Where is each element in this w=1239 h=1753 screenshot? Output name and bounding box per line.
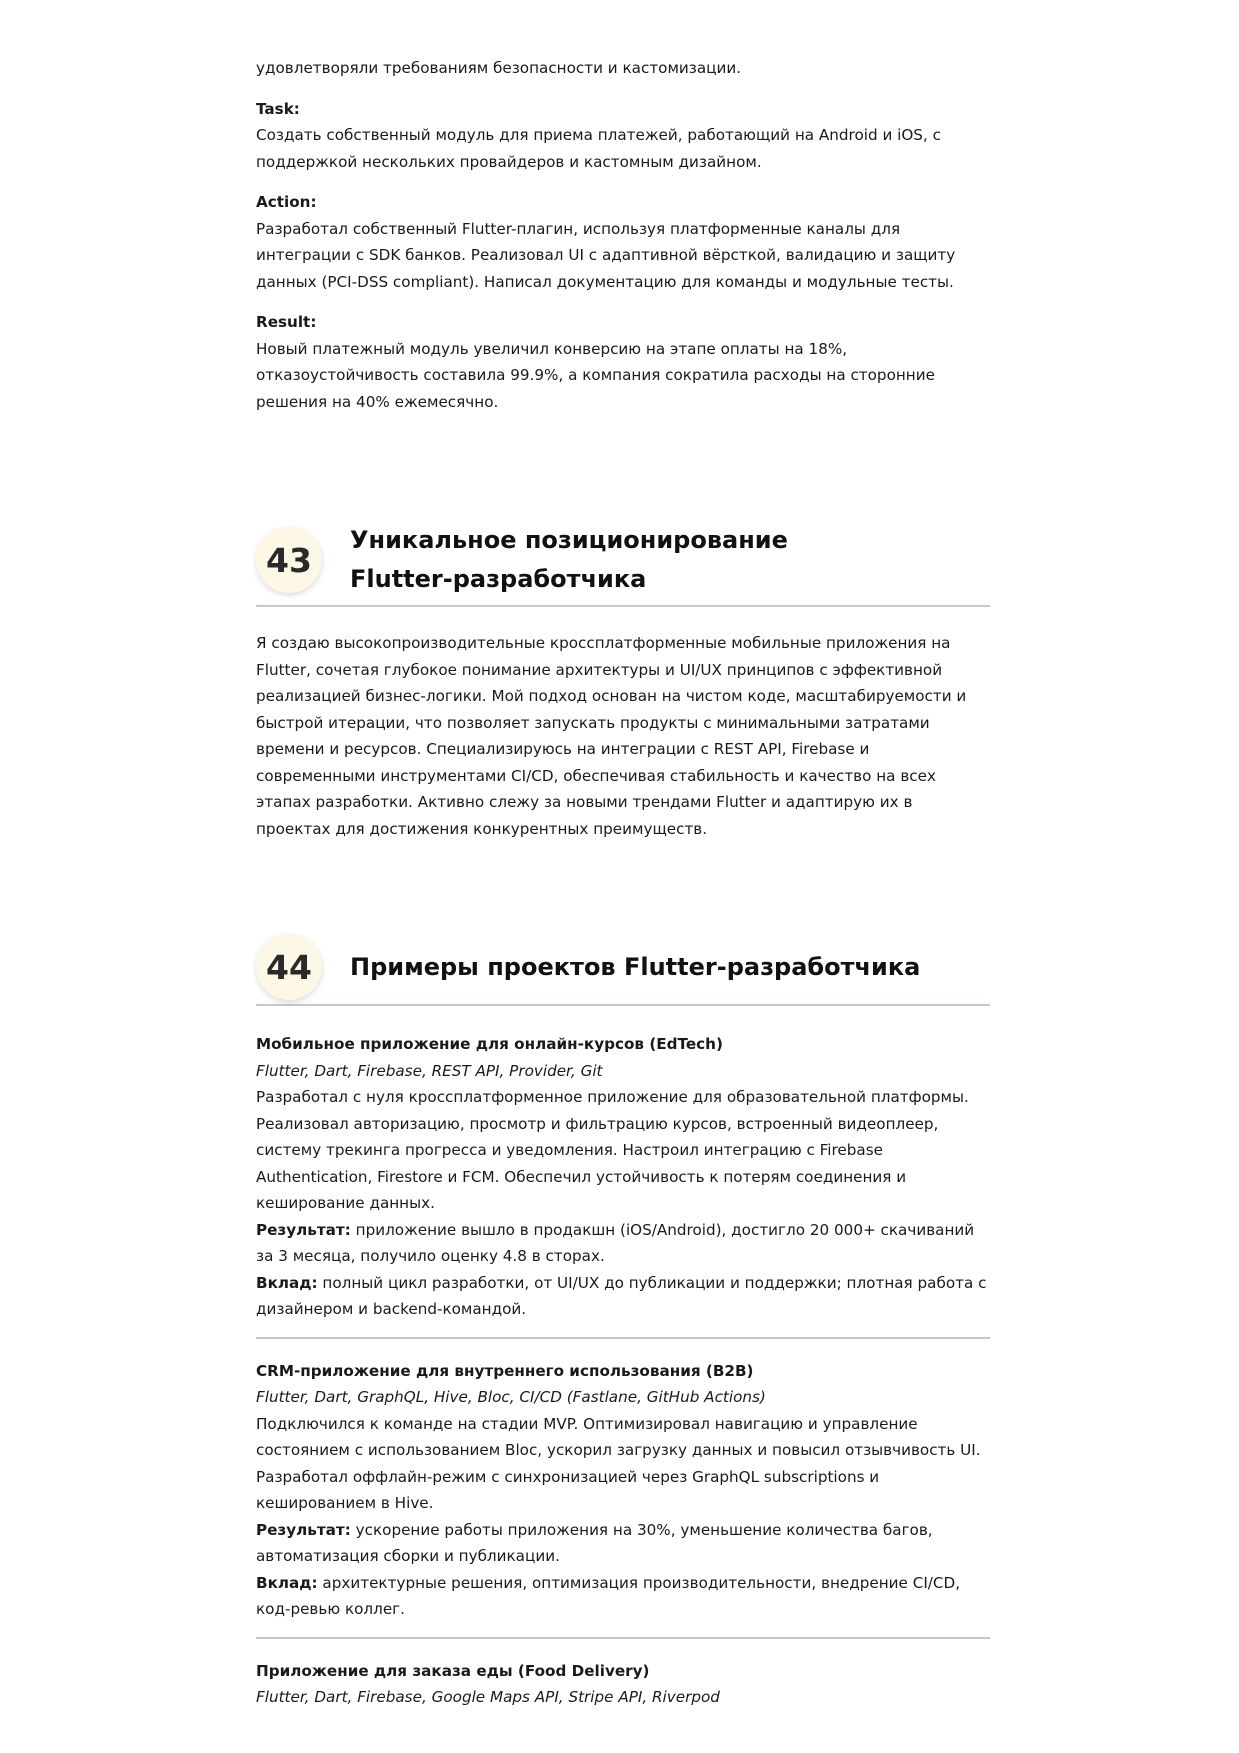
project-result bbox=[256, 1517, 990, 1570]
project-divider bbox=[256, 1637, 990, 1639]
contribution-label: Вклад: bbox=[256, 1573, 318, 1592]
section-title: Уникальное позиционирование Flutter-разработчика bbox=[350, 526, 788, 593]
project-stack: Flutter, Dart, Firebase, Google Maps API, Stripe API, Riverpod bbox=[256, 1688, 720, 1706]
result-text: ускорение работы приложения на 30%, уменьшение количества багов, автоматизация сборки и публикации. bbox=[256, 1520, 933, 1565]
project-stack: Flutter, Dart, GraphQL, Hive, Bloc, CI/CD (Fastlane, GitHub Actions) bbox=[256, 1388, 766, 1406]
continuation-text: удовлетворяли требованиям безопасности и кастомизации. bbox=[256, 59, 742, 77]
action-label: Action: bbox=[256, 193, 317, 211]
project-contribution bbox=[256, 1570, 990, 1623]
project-description: Разработал с нуля кроссплатформенное приложение для образовательной платформы. Реализовал авторизацию, просмотр и фильтрацию курсов, встроенный видеоплеер, систему трекинга прогресса и уведомления. Настроил интеграцию с Firebase Authentication, Firestore и FCM. Обеспечил устойчивость к потерям соединения и кеширование данных. bbox=[256, 1088, 969, 1212]
project-description: Подключился к команде на стадии MVP. Оптимизировал навигацию и управление состоянием с использованием Bloc, ускорил загрузку данных и повысил отзывчивость UI. Разработал оффлайн-режим с синхронизацией через GraphQL subscriptions и кешированием в Hive. bbox=[256, 1414, 981, 1512]
project-title: CRM-приложение для внутреннего использования (B2B) bbox=[256, 1361, 754, 1380]
project-stack: Flutter, Dart, Firebase, REST API, Provider, Git bbox=[256, 1061, 603, 1080]
project-card bbox=[256, 1658, 990, 1711]
star-case-continuation bbox=[256, 55, 990, 415]
result-text: Новый платежный модуль увеличил конверсию на этапе оплаты на 18%, отказоустойчивость составила 99.9%, а компания сократила расходы на сторонние решения на 40% ежемесячно. bbox=[256, 339, 935, 411]
project-card bbox=[256, 1031, 990, 1323]
section-43-header bbox=[256, 515, 990, 607]
section-number-badge: 43 bbox=[256, 527, 322, 593]
contribution-text: полный цикл разработки, от UI/UX до публикации и поддержки; плотная работа с дизайнером и backend-командой. bbox=[256, 1273, 987, 1318]
project-card bbox=[256, 1358, 990, 1623]
section-43 bbox=[256, 515, 990, 842]
result-text: приложение вышло в продакшн (iOS/Android), достигло 20 000+ скачиваний за 3 месяца, получило оценку 4.8 в сторах. bbox=[256, 1220, 975, 1265]
contribution-label: Вклад: bbox=[256, 1273, 318, 1292]
result-label: Result: bbox=[256, 313, 317, 331]
section-44 bbox=[256, 930, 990, 1711]
section-44-header bbox=[256, 930, 990, 1006]
task-text: Создать собственный модуль для приема платежей, работающий на Android и iOS, с поддержкой нескольких провайдеров и кастомным дизайном. bbox=[256, 126, 941, 171]
project-result bbox=[256, 1217, 990, 1270]
project-title: Приложение для заказа еды (Food Delivery) bbox=[256, 1661, 650, 1680]
project-divider bbox=[256, 1337, 990, 1339]
result-label: Результат: bbox=[256, 1520, 351, 1539]
action-text: Разработал собственный Flutter-плагин, используя платформенные каналы для интеграции с SDK банков. Реализовал UI с адаптивной вёрсткой, валидацию и защиту данных (PCI-DSS compliant). Написал документацию для команды и модульные тесты. bbox=[256, 219, 956, 291]
task-label: Task: bbox=[256, 99, 300, 118]
section-43-body: Я создаю высокопроизводительные кроссплатформенные мобильные приложения на Flutter, сочетая глубокое понимание архитектуры и UI/UX принципов с эффективной реализацией бизнес-логики. Мой подход основан на чистом коде, масштабируемости и быстрой итерации, что позволяет запускать продукты с минимальными затратами времени и ресурсов. Специализируюсь на интеграции с REST API, Firebase и современными инструментами CI/CD, обеспечивая стабильность и качество на всех этапах разработки. Активно слежу за новыми трендами Flutter и адаптирую их в проектах для достижения конкурентных преимуществ. bbox=[256, 634, 967, 838]
result-label: Результат: bbox=[256, 1220, 351, 1239]
section-number-badge: 44 bbox=[256, 934, 322, 1000]
contribution-text: архитектурные решения, оптимизация производительности, внедрение CI/CD, код-ревью коллег. bbox=[256, 1573, 961, 1618]
project-title: Мобильное приложение для онлайн-курсов (EdTech) bbox=[256, 1035, 723, 1053]
section-title: Примеры проектов Flutter-разработчика bbox=[350, 952, 921, 981]
project-contribution bbox=[256, 1270, 990, 1323]
